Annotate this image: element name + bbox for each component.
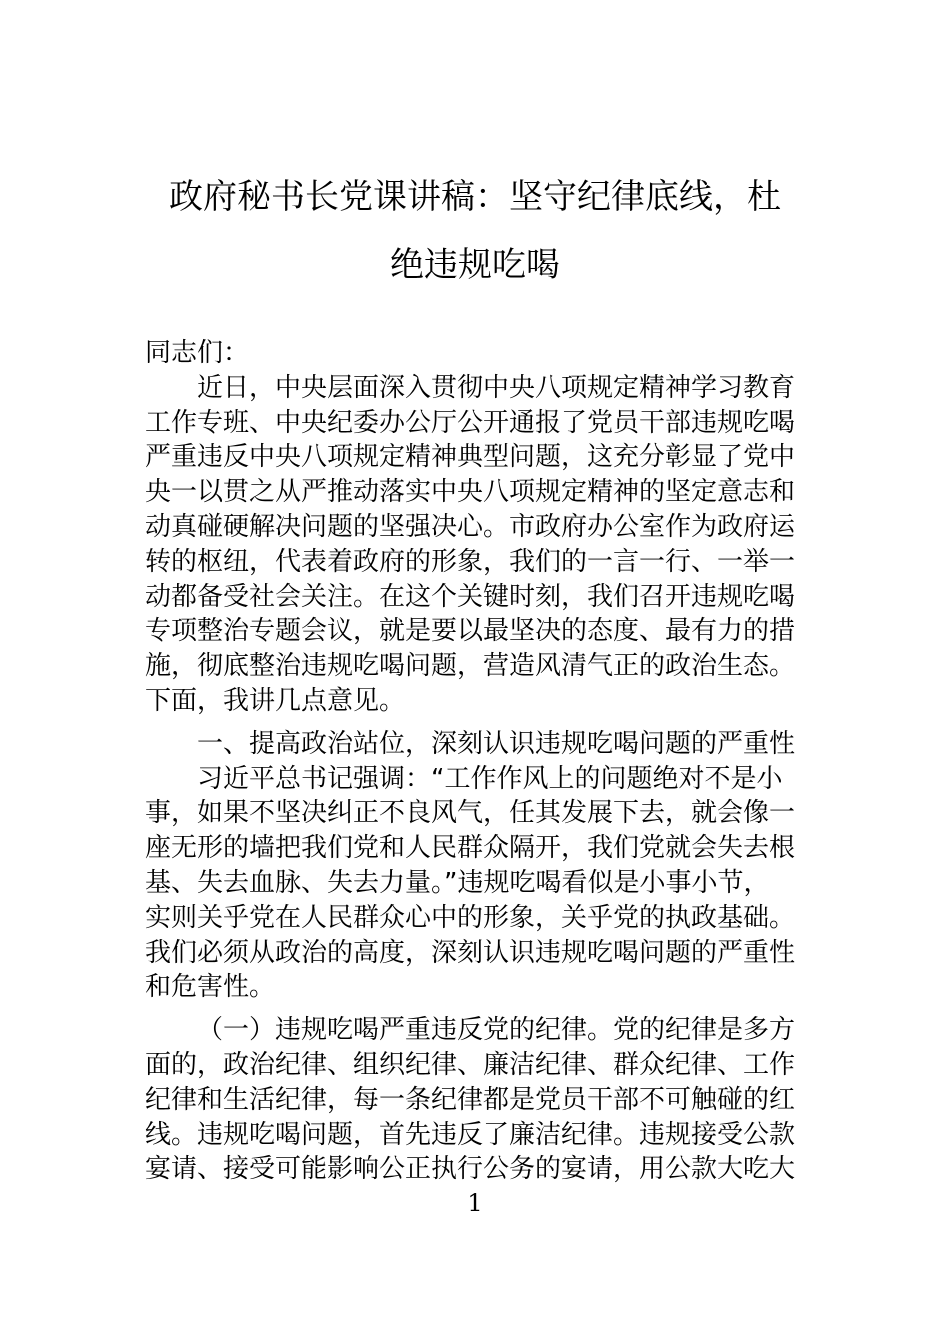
text-line: 施，彻底整治违规吃喝问题，营造风清气正的政治生态。 bbox=[145, 651, 796, 682]
text-line: 基、失去血脉、失去力量。”违规吃喝看似是小事小节， bbox=[145, 867, 770, 898]
text-line: 工作专班、中央纪委办公厅公开通报了党员干部违规吃喝 bbox=[145, 407, 796, 438]
document-title-line-2: 绝违规吃喝 bbox=[390, 245, 560, 285]
text-line: 转的枢纽，代表着政府的形象，我们的一言一行、一举一 bbox=[145, 546, 796, 577]
document-body bbox=[145, 336, 815, 1187]
page-number: 1 bbox=[467, 1189, 483, 1217]
paragraph-subsection-1 bbox=[145, 1013, 815, 1187]
text-line: 线。违规吃喝问题，首先违反了廉洁纪律。违规接受公款 bbox=[145, 1119, 796, 1150]
text-line: 实则关乎党在人民群众心中的形象，关乎党的执政基础。 bbox=[145, 902, 796, 933]
text-line: 专项整治专题会议，就是要以最坚决的态度、最有力的措 bbox=[145, 616, 796, 647]
text-line: 近日，中央层面深入贯彻中央八项规定精神学习教育 bbox=[197, 372, 796, 403]
text-line: （一）违规吃喝严重违反党的纪律。党的纪律是多方 bbox=[197, 1015, 796, 1046]
text-line: 习近平总书记强调：“工作作风上的问题绝对不是小 bbox=[197, 763, 783, 794]
text-line: 事，如果不坚决纠正不良风气，任其发展下去，就会像一 bbox=[145, 798, 796, 829]
salutation: 同志们： bbox=[145, 338, 250, 368]
text-line: 严重违反中央八项规定精神典型问题，这充分彰显了党中 bbox=[145, 442, 796, 473]
section-heading bbox=[145, 727, 815, 762]
text-line: 和危害性。 bbox=[145, 972, 276, 1003]
text-line: 央一以贯之从严推动落实中央八项规定精神的坚定意志和 bbox=[145, 477, 796, 508]
paragraph-intro bbox=[145, 371, 815, 719]
text-line: 我们必须从政治的高度，深刻认识违规吃喝问题的严重性 bbox=[145, 937, 796, 968]
text-line: 动都备受社会关注。在这个关键时刻，我们召开违规吃喝 bbox=[145, 581, 796, 612]
text-line: 座无形的墙把我们党和人民群众隔开，我们党就会失去根 bbox=[145, 833, 796, 864]
section-heading-text: 一、提高政治站位，深刻认识违规吃喝问题的严重性 bbox=[197, 728, 796, 759]
text-line: 下面，我讲几点意见。 bbox=[145, 685, 406, 716]
text-line: 动真碰硬解决问题的坚强决心。市政府办公室作为政府运 bbox=[145, 511, 796, 542]
paragraph-quote bbox=[145, 762, 815, 1006]
text-line: 纪律和生活纪律，每一条纪律都是党员干部不可触碰的红 bbox=[145, 1084, 796, 1115]
text-line: 面的，政治纪律、组织纪律、廉洁纪律、群众纪律、工作 bbox=[145, 1049, 796, 1080]
document-title-line-1: 政府秘书长党课讲稿：坚守纪律底线，杜 bbox=[169, 177, 781, 217]
text-line: 宴请、接受可能影响公正执行公务的宴请，用公款大吃大 bbox=[145, 1154, 796, 1185]
